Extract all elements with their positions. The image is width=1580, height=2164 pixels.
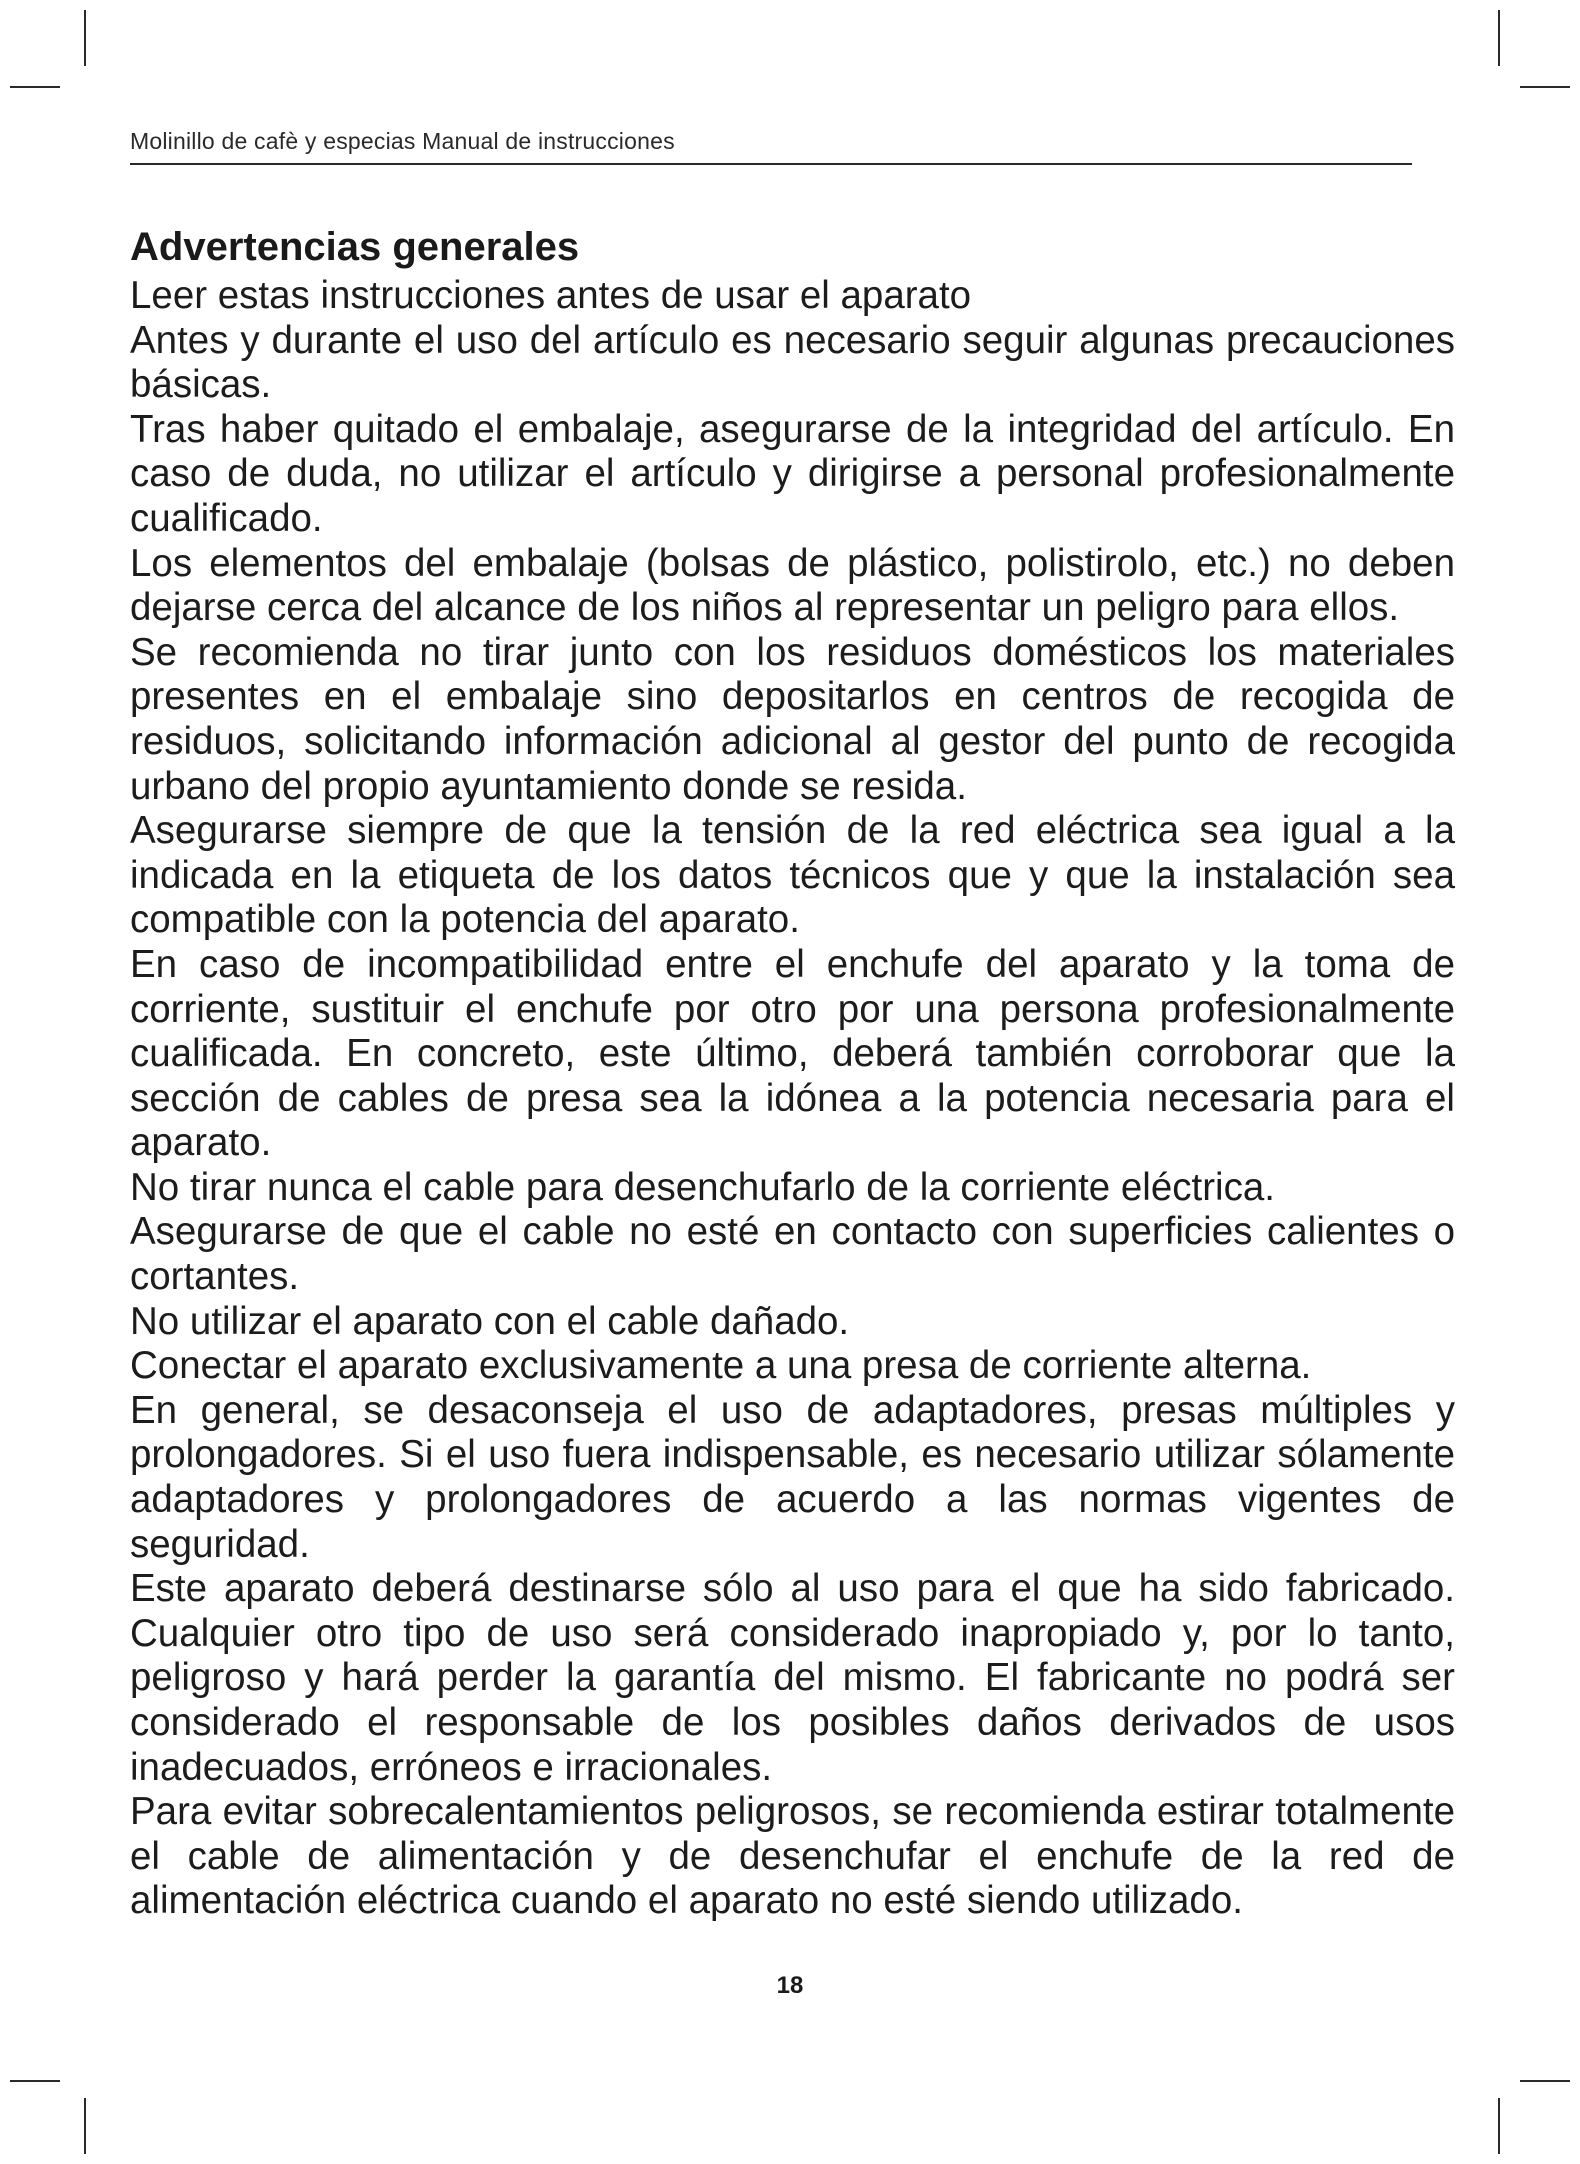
header-rule (130, 163, 1412, 165)
paragraph: Este aparato deberá destinarse sólo al uso para el que ha sido fabricado. Cualquier otro tipo de uso será considerado inapropiado y, por lo tanto, peligroso y hará perder la garantía del mismo. El fabricante no podrá ser considerado el responsable de los posibles daños derivados de usos inadecuados, erróneos e irracionales. (130, 1567, 1455, 1789)
paragraph: Conectar el aparato exclusivamente a una presa de corriente alterna. (130, 1344, 1312, 1388)
section-title: Advertencias generales (130, 225, 580, 269)
paragraph: Para evitar sobrecalentamientos peligrosos, se recomienda estirar totalmente el cable de alimentación y de desenchufar el enchufe de la red de alimentación eléctrica cuando el aparato no esté siendo utilizado. (130, 1790, 1455, 1923)
crop-mark-top-right-horizontal (1520, 86, 1570, 88)
running-header: Molinillo de cafè y especias Manual de instrucciones (130, 128, 675, 154)
paragraph: Se recomienda no tirar junto con los residuos domésticos los materiales presentes en el embalaje sino depositarlos en centros de recogida de residuos, solicitando información adicional al gestor del punto de recogida urbano del propio ayuntamiento donde se resida. (130, 630, 1455, 808)
crop-mark-top-left-vertical (84, 10, 86, 66)
crop-mark-top-right-vertical (1498, 10, 1500, 66)
crop-mark-top-left-horizontal (10, 86, 60, 88)
crop-mark-bottom-left-horizontal (10, 2080, 60, 2082)
paragraph: No utilizar el aparato con el cable dañado. (130, 1299, 850, 1343)
crop-mark-bottom-right-vertical (1498, 2098, 1500, 2154)
page-number: 18 (776, 1972, 804, 1999)
paragraph: No tirar nunca el cable para desenchufarlo de la corriente eléctrica. (130, 1165, 1275, 1209)
crop-mark-bottom-left-vertical (84, 2098, 86, 2154)
paragraph: Leer estas instrucciones antes de usar el aparato (130, 274, 972, 317)
paragraph: Los elementos del embalaje (bolsas de plástico, polistirolo, etc.) no deben dejarse cerca del alcance de los niños al representar un peligro para ellos. (130, 541, 1455, 630)
paragraph: Tras haber quitado el embalaje, asegurarse de la integridad del artículo. En caso de duda, no utilizar el artículo y dirigirse a personal profesionalmente cualificado. (130, 407, 1455, 540)
crop-mark-bottom-right-horizontal (1520, 2080, 1570, 2082)
paragraph: Asegurarse de que el cable no esté en contacto con superficies calientes o cortantes. (130, 1210, 1455, 1299)
page-content (130, 220, 1455, 1924)
paragraph: En caso de incompatibilidad entre el enchufe del aparato y la toma de corriente, sustituir el enchufe por otro por una persona profesionalmente cualificada. En concreto, este último, deberá también corroborar que la sección de cables de presa sea la idónea a la potencia necesaria para el aparato. (130, 942, 1455, 1165)
paragraph: Asegurarse siempre de que la tensión de la red eléctrica sea igual a la indicada en la etiqueta de los datos técnicos que y que la instalación sea compatible con la potencia del aparato. (130, 809, 1455, 942)
paragraph: Antes y durante el uso del artículo es necesario seguir algunas precauciones básicas. (130, 318, 1455, 407)
paragraph: En general, se desaconseja el uso de adaptadores, presas múltiples y prolongadores. Si el uso fuera indispensable, es necesario utilizar sólamente adaptadores y prolongadores de acuerdo a las normas vigentes de seguridad. (130, 1388, 1455, 1566)
